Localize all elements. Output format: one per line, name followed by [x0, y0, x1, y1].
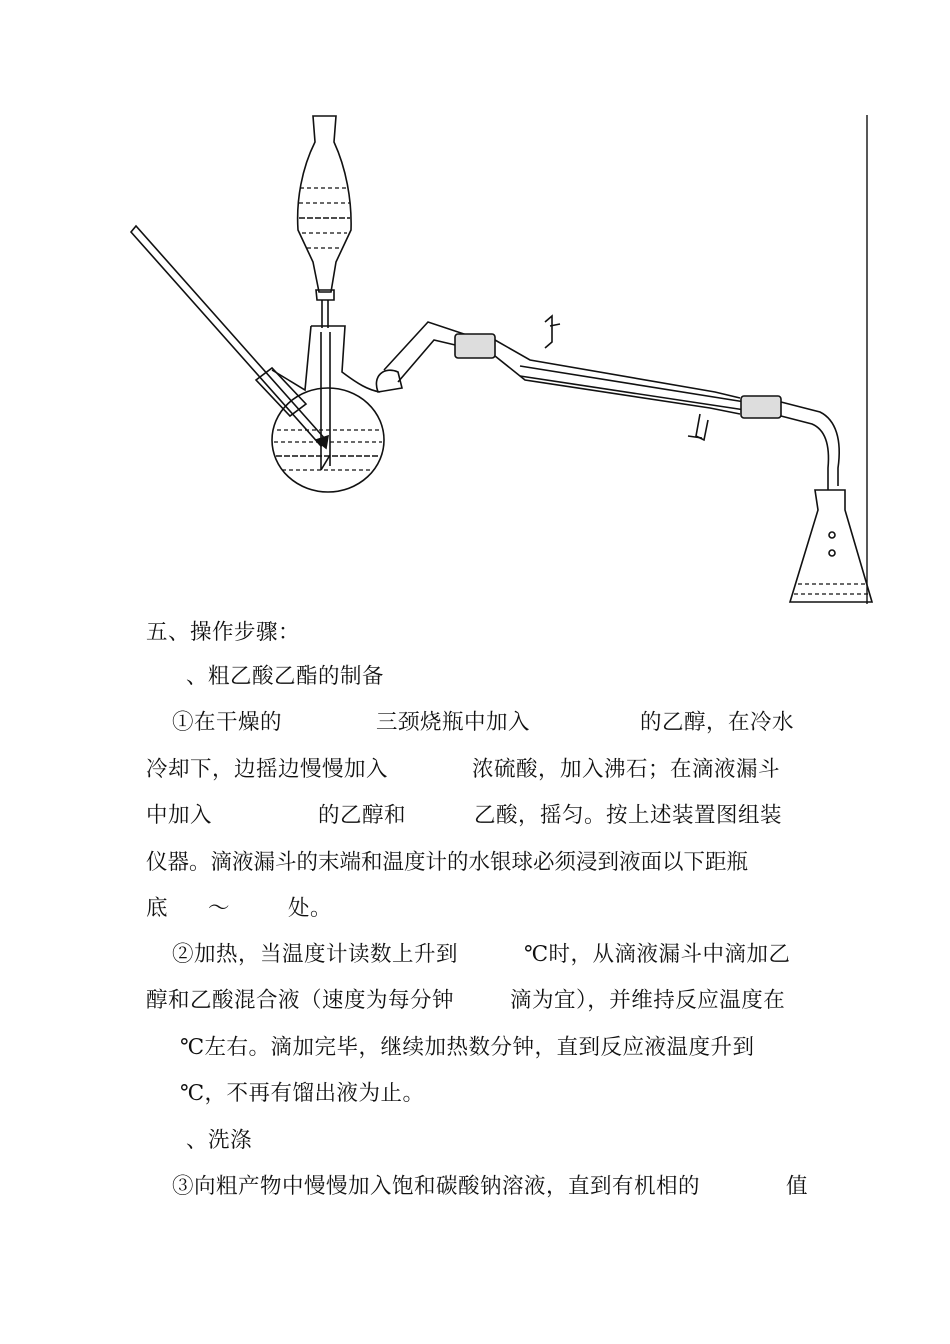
step2-l2b: 滴为宜），并维持反应温度在	[510, 988, 786, 1013]
step1-l2b: 浓硫酸，加入沸石；在滴液漏斗	[472, 757, 781, 782]
step1-l3c: 乙酸，摇匀。按上述装置图组装	[474, 803, 783, 828]
step1-line4: 仪器。滴液漏斗的末端和温度计的水银球必须浸到液面以下距瓶	[146, 850, 749, 875]
step3-line1	[0, 1172, 950, 1202]
step1-line3	[0, 801, 950, 831]
receiving-flask	[790, 490, 872, 602]
step1-l5b: ～	[208, 896, 231, 921]
distillation-apparatus-figure	[0, 0, 950, 620]
step2-l2a: 醇和乙酸混合液（速度为每分钟	[146, 988, 455, 1013]
step2-line3: ℃左右。滴加完毕，继续加热数分钟，直到反应液温度升到	[180, 1035, 755, 1060]
step1-l3a: 中加入	[146, 803, 213, 828]
step2-l1b: ℃时，从滴液漏斗中滴加乙	[524, 942, 791, 967]
thermometer	[131, 226, 328, 448]
step1-line1	[0, 708, 950, 738]
heading-operation-steps: 五、操作步骤：	[146, 620, 301, 645]
dropping-funnel	[298, 116, 351, 328]
step3-l1b: 值	[786, 1174, 809, 1199]
step1-l5c: 处。	[288, 896, 333, 921]
step1-l2a: 冷却下，边摇边慢慢加入	[146, 757, 389, 782]
step1-l1c: 的乙醇，在冷水	[640, 710, 795, 735]
step1-l1b: 三颈烧瓶中加入	[376, 710, 531, 735]
step2-l1a: ②加热，当温度计读数上升到	[172, 942, 459, 967]
step2-line4: ℃，不再有馏出液为止。	[180, 1081, 425, 1106]
subheading-washing: 、洗涤	[186, 1128, 253, 1153]
step2-line1	[0, 940, 950, 970]
step1-line5	[0, 894, 950, 924]
step1-l5a: 底	[146, 896, 169, 921]
subheading-crude-preparation: 、粗乙酸乙酯的制备	[186, 664, 385, 689]
step3-l1a: ③向粗产物中慢慢加入饱和碳酸钠溶液，直到有机相的	[172, 1174, 701, 1199]
step2-line2	[0, 986, 950, 1016]
condenser	[455, 316, 839, 490]
step1-l1a: ①在干燥的	[172, 710, 283, 735]
step1-line2	[0, 755, 950, 785]
step1-l3b: 的乙醇和	[318, 803, 407, 828]
three-neck-flask	[256, 326, 402, 492]
